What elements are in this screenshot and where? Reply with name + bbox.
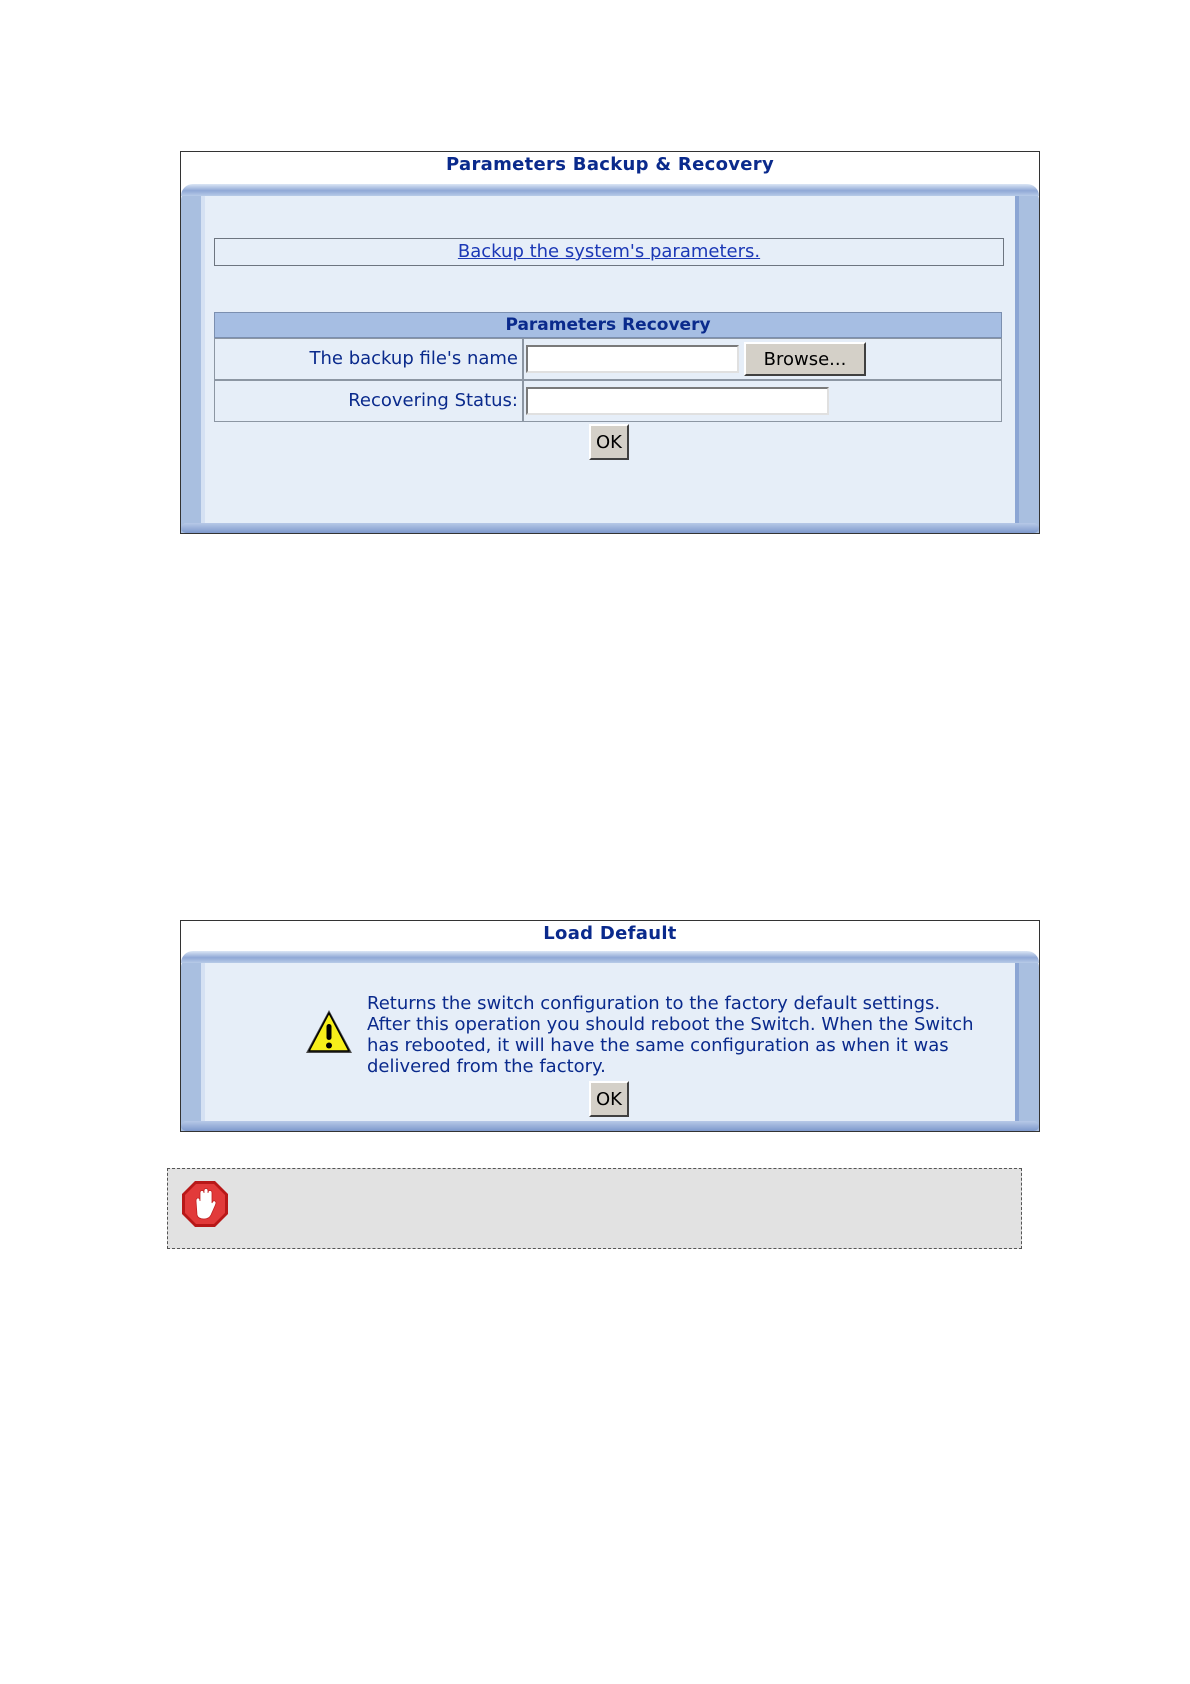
load-default-ok-button[interactable]: OK <box>589 1081 629 1117</box>
recovering-status-label: Recovering Status: <box>214 380 523 422</box>
recovery-section-header: Parameters Recovery <box>214 312 1002 338</box>
frame-top-bar <box>181 951 1039 963</box>
load-default-panel <box>180 920 1040 1132</box>
note-box <box>167 1168 1022 1249</box>
backup-link-box <box>214 238 1004 266</box>
backup-file-cell <box>523 338 1002 380</box>
panel-frame <box>181 957 1039 1131</box>
browse-button[interactable]: Browse... <box>744 342 866 376</box>
recovery-ok-button[interactable]: OK <box>589 424 629 460</box>
panel-frame <box>181 190 1039 533</box>
panel-title: Parameters Backup & Recovery <box>181 152 1039 182</box>
frame-bottom-bar <box>181 523 1039 533</box>
recovering-status-field <box>526 387 829 415</box>
backup-recovery-panel <box>180 151 1040 534</box>
stop-hand-icon <box>180 1179 230 1229</box>
backup-file-name-label: The backup file's name <box>214 338 523 380</box>
frame-bottom-bar <box>181 1121 1039 1131</box>
backup-parameters-link[interactable]: Backup the system's parameters. <box>457 241 761 262</box>
backup-file-input[interactable] <box>526 345 739 373</box>
recovering-status-cell <box>523 380 1002 422</box>
load-default-message: Returns the switch configuration to the factory default settings. After this operation you should reboot the Switch. When the Switch has rebooted, it will have the same configuration as when it was delivered from the factory. <box>367 993 974 1077</box>
warning-triangle-icon <box>304 1007 354 1057</box>
panel-title: Load Default <box>181 921 1039 951</box>
frame-top-bar <box>181 184 1039 196</box>
